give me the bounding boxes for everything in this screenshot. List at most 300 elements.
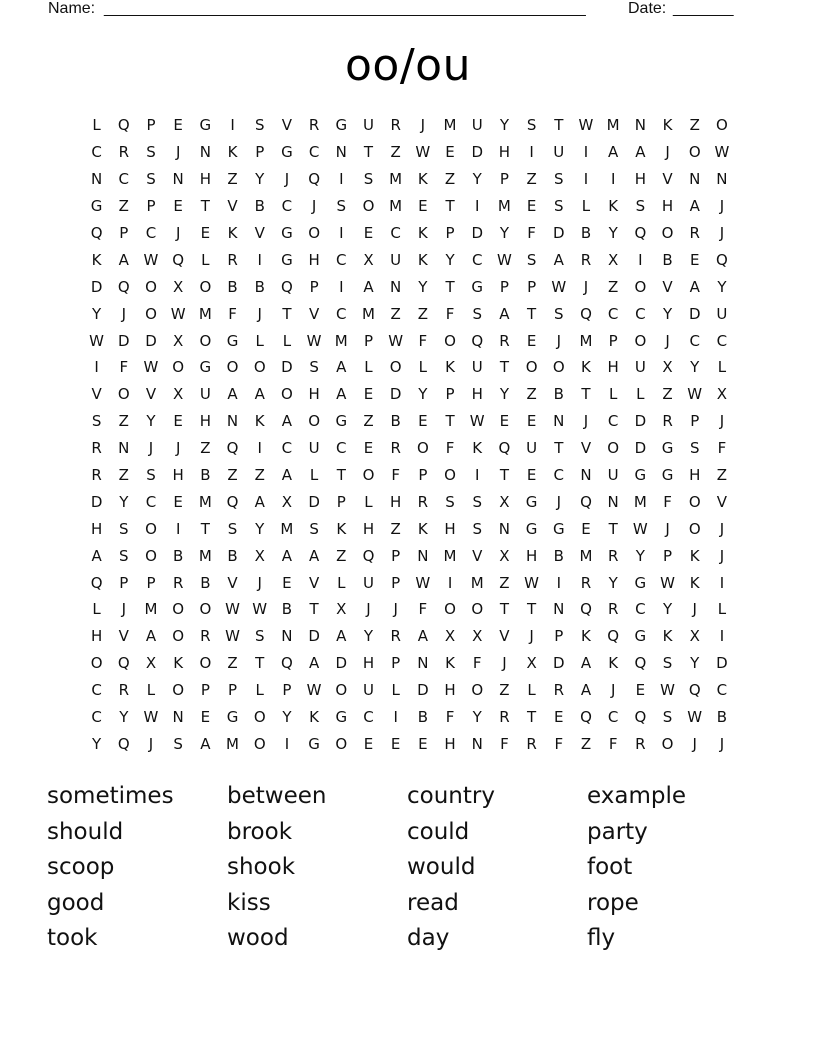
grid-letter: H	[199, 412, 211, 431]
grid-letter: O	[253, 358, 266, 377]
grid-letter: M	[226, 734, 239, 753]
grid-letter: M	[361, 304, 375, 323]
grid-letter: P	[445, 385, 455, 404]
grid-letter: B	[227, 546, 238, 565]
grid-letter: R	[118, 681, 129, 700]
grid-letter: W	[415, 143, 431, 162]
grid-letter: R	[172, 573, 184, 592]
grid-letter: K	[445, 654, 455, 673]
grid-letter: H	[444, 519, 456, 538]
grid-letter: J	[257, 304, 262, 323]
grid-letter: Z	[118, 466, 129, 485]
grid-letter: N	[199, 143, 211, 162]
grid-letter: I	[257, 250, 262, 269]
grid-letter: M	[443, 116, 457, 135]
grid-letter: C	[118, 170, 130, 189]
grid-letter: P	[554, 627, 564, 646]
grid-letter: J	[665, 331, 670, 350]
grid-letter: C	[607, 412, 619, 431]
grid-letter: O	[444, 466, 456, 485]
grid-letter: K	[91, 250, 102, 269]
grid-letter: Z	[417, 304, 428, 323]
grid-letter: L	[146, 681, 156, 700]
grid-letter: E	[689, 250, 700, 269]
grid-letter: J	[719, 224, 725, 242]
grid-letter: C	[471, 250, 483, 269]
grid-letter: M	[198, 492, 212, 511]
grid-letter: Y	[146, 412, 156, 431]
grid-letter: E	[173, 492, 183, 511]
grid-letter: R	[662, 412, 673, 431]
grid-letter: Z	[336, 546, 347, 565]
grid-letter: H	[498, 143, 511, 162]
word-list-item: fly	[587, 925, 616, 951]
grid-letter: B	[227, 277, 238, 296]
grid-letter: Y	[92, 304, 102, 323]
grid-letter: A	[281, 412, 293, 431]
grid-letter: M	[470, 573, 484, 592]
grid-letter: G	[471, 277, 484, 296]
grid-letter: Q	[172, 250, 185, 269]
grid-letter: M	[633, 492, 647, 511]
grid-letter: S	[146, 466, 156, 485]
grid-letter: C	[336, 250, 347, 269]
grid-letter: J	[121, 304, 126, 323]
grid-letter: I	[339, 224, 344, 242]
grid-letter: W	[714, 143, 730, 162]
grid-letter: O	[362, 466, 375, 485]
grid-letter: M	[497, 197, 511, 216]
grid-letter: O	[226, 358, 239, 377]
grid-letter: L	[364, 492, 373, 511]
grid-letter: O	[634, 331, 647, 350]
grid-letter: N	[553, 412, 565, 431]
grid-letter: Y	[662, 304, 673, 323]
grid-letter: K	[227, 143, 238, 162]
grid-letter: B	[553, 546, 564, 565]
grid-letter: X	[689, 627, 700, 646]
grid-letter: G	[525, 492, 538, 511]
grid-letter: F	[527, 224, 536, 242]
grid-letter: Y	[363, 627, 374, 646]
grid-letter: J	[583, 277, 589, 296]
grid-letter: J	[610, 681, 616, 700]
grid-letter: G	[634, 466, 647, 485]
grid-letter: Y	[255, 170, 265, 189]
grid-letter: V	[145, 385, 157, 404]
grid-letter: B	[580, 224, 592, 242]
grid-letter: O	[688, 519, 701, 538]
grid-letter: L	[92, 600, 101, 619]
grid-letter: R	[118, 143, 129, 162]
grid-letter: B	[716, 708, 728, 727]
grid-letter: Y	[119, 492, 129, 511]
name-label: Name:	[48, 0, 96, 17]
grid-letter: Z	[499, 681, 510, 700]
grid-letter: N	[118, 439, 130, 458]
grid-letter: C	[716, 681, 728, 700]
grid-letter: E	[363, 385, 374, 404]
grid-letter: C	[607, 708, 619, 727]
grid-letter: S	[363, 170, 374, 189]
grid-letter: O	[389, 358, 402, 377]
grid-letter: O	[253, 708, 266, 727]
grid-letter: C	[336, 304, 347, 323]
grid-letter: Q	[471, 331, 484, 350]
grid-letter: K	[227, 224, 238, 242]
grid-letter: H	[362, 654, 375, 673]
grid-letter: E	[526, 466, 537, 485]
grid-letter: L	[717, 600, 727, 619]
grid-letter: O	[117, 385, 130, 404]
grid-letter: W	[551, 277, 567, 296]
grid-letter: G	[661, 439, 674, 458]
grid-letter: T	[255, 654, 265, 673]
grid-letter: O	[661, 224, 674, 242]
grid-letter: O	[199, 331, 212, 350]
grid-letter: O	[607, 439, 620, 458]
grid-letter: N	[607, 492, 619, 511]
grid-letter: H	[90, 627, 103, 646]
grid-letter: S	[119, 519, 129, 538]
grid-letter: A	[608, 143, 619, 162]
grid-letter: N	[580, 466, 592, 485]
grid-letter: J	[366, 600, 371, 619]
grid-letter: O	[661, 734, 674, 753]
grid-letter: N	[281, 627, 293, 646]
grid-letter: P	[119, 573, 129, 592]
grid-letter: K	[581, 627, 591, 646]
grid-letter: H	[634, 170, 646, 189]
grid-letter: W	[388, 331, 404, 350]
grid-letter: J	[556, 331, 561, 350]
grid-letter: R	[390, 627, 401, 646]
grid-letter: C	[390, 224, 401, 242]
grid-letter: L	[527, 681, 536, 700]
grid-letter: Z	[716, 466, 728, 485]
grid-letter: T	[554, 116, 564, 135]
grid-letter: I	[719, 573, 725, 592]
grid-letter: J	[393, 600, 398, 619]
grid-letter: R	[417, 492, 429, 511]
grid-letter: U	[471, 116, 483, 135]
grid-letter: D	[308, 627, 320, 646]
grid-letter: O	[416, 439, 429, 458]
grid-letter: F	[445, 708, 455, 727]
grid-letter: D	[634, 412, 647, 431]
grid-letter: K	[417, 519, 428, 538]
grid-letter: K	[417, 170, 428, 189]
grid-letter: N	[634, 116, 646, 135]
grid-letter: C	[635, 304, 646, 323]
grid-letter: P	[499, 170, 509, 189]
grid-letter: C	[145, 492, 157, 511]
grid-letter: T	[608, 519, 618, 538]
grid-letter: J	[719, 412, 725, 431]
grid-letter: S	[526, 116, 537, 135]
grid-letter: Z	[227, 170, 238, 189]
grid-letter: A	[580, 681, 592, 700]
grid-letter: T	[527, 708, 537, 727]
grid-letter: C	[91, 143, 102, 162]
grid-letter: I	[284, 734, 290, 753]
grid-letter: E	[363, 224, 374, 242]
grid-letter: T	[309, 600, 319, 619]
grid-letter: V	[580, 439, 592, 458]
grid-letter: H	[390, 492, 402, 511]
grid-letter: W	[687, 708, 703, 727]
grid-letter: P	[255, 143, 265, 162]
grid-letter: T	[200, 197, 210, 216]
grid-letter: Z	[526, 170, 537, 189]
grid-letter: H	[444, 681, 456, 700]
grid-letter: P	[391, 546, 401, 565]
grid-letter: M	[579, 331, 593, 350]
grid-letter: U	[607, 466, 619, 485]
grid-letter: H	[308, 250, 320, 269]
grid-letter: V	[254, 224, 265, 242]
grid-letter: J	[502, 654, 507, 673]
grid-letter: K	[173, 654, 184, 673]
grid-letter: U	[199, 385, 211, 404]
grid-letter: P	[527, 277, 537, 296]
grid-letter: T	[336, 466, 346, 485]
grid-letter: Q	[634, 654, 647, 673]
grid-letter: I	[175, 519, 181, 538]
grid-letter: A	[689, 277, 700, 296]
grid-letter: Z	[526, 385, 537, 404]
grid-letter: I	[583, 143, 589, 162]
grid-letter: L	[717, 358, 727, 377]
grid-letter: G	[661, 466, 674, 485]
grid-letter: O	[145, 277, 157, 296]
grid-letter: Q	[226, 492, 239, 511]
grid-letter: S	[336, 197, 347, 216]
grid-letter: Y	[445, 250, 455, 269]
grid-letter: X	[363, 250, 374, 269]
grid-letter: G	[634, 627, 647, 646]
grid-letter: M	[389, 170, 403, 189]
grid-letter: U	[716, 304, 728, 323]
grid-letter: O	[308, 412, 320, 431]
grid-letter: U	[308, 439, 320, 458]
grid-letter: D	[90, 277, 103, 296]
grid-letter: V	[662, 170, 673, 189]
grid-letter: D	[553, 224, 565, 242]
grid-letter: J	[175, 439, 181, 458]
grid-letter: B	[200, 466, 211, 485]
grid-letter: A	[635, 143, 646, 162]
grid-letter: Y	[499, 116, 509, 135]
grid-letter: R	[227, 250, 238, 269]
grid-letter: E	[554, 708, 564, 727]
grid-letter: O	[145, 546, 157, 565]
grid-letter: Y	[690, 358, 700, 377]
word-list-item: should	[47, 818, 124, 845]
grid-letter: P	[336, 492, 346, 511]
date-label: Date:	[628, 0, 667, 17]
grid-letter: B	[254, 197, 265, 216]
grid-letter: R	[607, 546, 619, 565]
grid-letter: T	[527, 304, 537, 323]
grid-letter: V	[118, 627, 129, 646]
grid-letter: U	[362, 681, 374, 700]
grid-letter: L	[608, 385, 618, 404]
grid-letter: C	[281, 439, 293, 458]
grid-letter: O	[90, 654, 103, 673]
grid-letter: W	[252, 600, 268, 619]
grid-letter: R	[526, 734, 537, 753]
grid-letter: R	[200, 627, 211, 646]
grid-letter: J	[121, 600, 126, 619]
grid-letter: K	[417, 250, 428, 269]
grid-letter: Q	[281, 654, 293, 673]
grid-letter: Z	[390, 143, 401, 162]
grid-letter: X	[608, 250, 619, 269]
grid-letter: A	[308, 654, 320, 673]
grid-letter: C	[607, 304, 619, 323]
grid-letter: I	[447, 573, 453, 592]
word-list-item: rope	[587, 889, 639, 916]
grid-letter: R	[91, 466, 102, 485]
grid-letter: J	[665, 143, 670, 162]
grid-letter: E	[363, 734, 374, 753]
grid-letter: L	[92, 116, 101, 135]
grid-letter: X	[173, 277, 184, 296]
grid-letter: A	[200, 734, 211, 753]
grid-letter: O	[525, 358, 538, 377]
grid-letter: Z	[118, 412, 129, 431]
grid-letter: K	[445, 358, 455, 377]
grid-letter: R	[390, 439, 401, 458]
grid-letter: R	[553, 681, 564, 700]
grid-letter: Q	[226, 439, 239, 458]
grid-letter: Y	[472, 170, 482, 189]
grid-letter: M	[334, 331, 348, 350]
grid-letter: Y	[282, 708, 292, 727]
grid-letter: A	[336, 627, 347, 646]
grid-letter: P	[146, 573, 156, 592]
grid-letter: O	[444, 600, 456, 619]
grid-letter: J	[719, 546, 725, 565]
grid-letter: U	[526, 439, 538, 458]
grid-letter: J	[583, 412, 589, 431]
grid-letter: Y	[255, 519, 265, 538]
grid-letter: D	[281, 358, 293, 377]
grid-letter: X	[444, 627, 456, 646]
grid-letter: E	[418, 197, 428, 216]
grid-letter: L	[364, 358, 373, 377]
grid-letter: O	[145, 304, 157, 323]
grid-letter: S	[146, 170, 156, 189]
grid-letter: T	[445, 197, 455, 216]
grid-letter: A	[145, 627, 157, 646]
grid-letter: M	[606, 116, 620, 135]
grid-letter: U	[362, 573, 374, 592]
grid-letter: P	[363, 331, 373, 350]
grid-letter: K	[472, 439, 483, 458]
grid-letter: L	[309, 466, 319, 485]
grid-letter: Y	[499, 224, 509, 242]
grid-letter: X	[281, 492, 293, 511]
grid-letter: P	[690, 412, 700, 431]
grid-letter: V	[662, 277, 673, 296]
grid-letter: A	[254, 385, 265, 404]
grid-letter: Z	[390, 519, 401, 538]
grid-letter: Q	[634, 224, 647, 242]
grid-letter: L	[391, 681, 400, 700]
grid-letter: J	[148, 734, 154, 753]
grid-letter: A	[227, 385, 238, 404]
grid-letter: F	[554, 734, 564, 753]
grid-letter: H	[525, 546, 538, 565]
grid-letter: Q	[362, 546, 375, 565]
grid-letter: C	[635, 600, 646, 619]
grid-letter: W	[306, 681, 322, 700]
grid-letter: G	[226, 708, 239, 727]
grid-letter: P	[146, 197, 156, 216]
grid-letter: I	[556, 573, 561, 592]
grid-letter: Z	[580, 734, 592, 753]
grid-letter: N	[226, 412, 239, 431]
grid-letter: O	[172, 600, 185, 619]
grid-letter: F	[228, 304, 237, 323]
grid-letter: P	[228, 681, 238, 700]
grid-letter: X	[145, 654, 157, 673]
word-list-item: could	[407, 818, 470, 845]
grid-letter: P	[309, 277, 319, 296]
grid-letter: Y	[418, 385, 428, 404]
grid-letter: P	[119, 224, 129, 242]
grid-letter: O	[253, 734, 266, 753]
grid-letter: A	[553, 250, 564, 269]
word-list-item: took	[47, 925, 98, 951]
grid-letter: V	[308, 304, 320, 323]
grid-letter: D	[118, 331, 130, 350]
grid-letter: I	[339, 277, 344, 296]
grid-letter: H	[471, 385, 483, 404]
grid-letter: C	[91, 681, 102, 700]
grid-letter: S	[173, 734, 183, 753]
grid-letter: W	[89, 331, 105, 350]
grid-letter: K	[309, 708, 320, 727]
grid-letter: R	[580, 250, 592, 269]
grid-letter: W	[225, 627, 240, 646]
grid-letter: Y	[472, 708, 482, 727]
grid-letter: J	[420, 116, 426, 135]
grid-letter: W	[225, 600, 240, 619]
grid-letter: D	[145, 331, 157, 350]
grid-letter: Q	[117, 277, 130, 296]
grid-letter: M	[389, 197, 403, 216]
grid-letter: O	[308, 224, 320, 242]
grid-letter: Q	[308, 170, 320, 189]
grid-letter: S	[119, 546, 129, 565]
grid-letter: T	[445, 412, 455, 431]
grid-letter: I	[257, 439, 262, 458]
grid-letter: O	[688, 492, 701, 511]
grid-letter: B	[254, 277, 265, 296]
grid-letter: N	[498, 519, 511, 538]
grid-letter: K	[608, 197, 619, 216]
grid-letter: D	[634, 439, 647, 458]
word-list-item: good	[47, 889, 105, 916]
grid-letter: I	[583, 170, 589, 189]
grid-letter: H	[661, 197, 674, 216]
grid-letter: Y	[635, 546, 645, 565]
grid-letter: F	[418, 331, 428, 350]
grid-letter: S	[662, 708, 673, 727]
